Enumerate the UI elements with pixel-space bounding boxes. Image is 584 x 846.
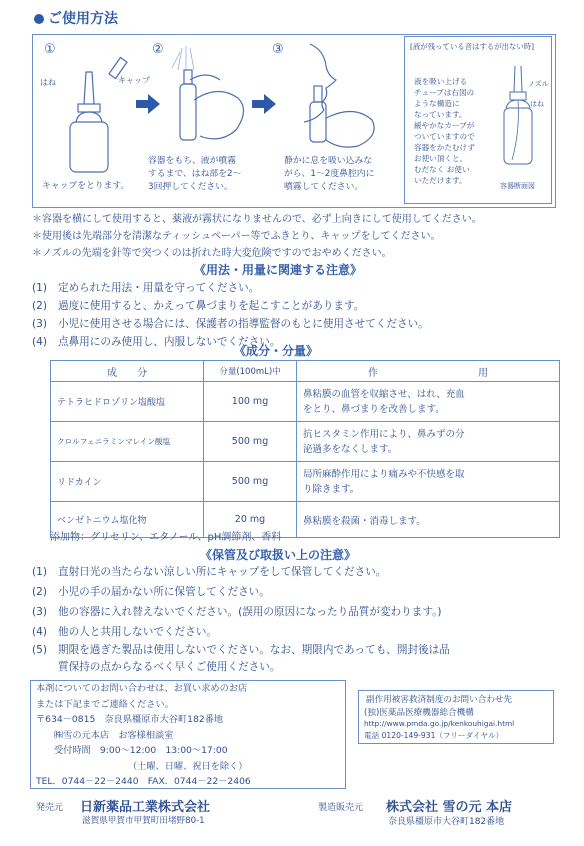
side-panel-title: [液が残っている音はするが出ない時] [410,42,535,51]
list-item: (1) 定められた用法・用量を守ってください。 [32,282,260,294]
list-item: (4) 他の人と共用しないでください。 [32,626,217,638]
side-panel-text: 液を吸い上げる チューブは右図の ような構造に なっています。 緩やかなカーブが ついていますので 容器をかたむけず お使い頂くと、 むだなく お使い いただけます。 [414,77,475,185]
relief-title: 副作用被害救済制度のお問い合わせ先 [366,695,513,705]
inquiry-text: 本剤についてのお問い合わせは、お買い求めのお店 または下記までご連絡ください。 〒634－0815 奈良県橿原市大谷町182番地 ㈱雪の元本店 お客様相談室 受付時間 9:00～12:00 13:00～17:00 （土曜、日曜、祝日を除く） TEL．0744－22－2440 FAX．0744－22－2406 [36,683,251,787]
maker-address: 奈良県橿原市大谷町182番地 [388,817,505,827]
table-header-row [51,361,560,382]
additives-text: 添加物：グリセリン、エタノール、pH調節剤、香料 [50,532,282,543]
storage-title: 《保管及び取扱い上の注意》 [200,548,357,562]
header-component: 成 分 [51,361,204,382]
seller-name: 日新薬品工業株式会社 [80,800,211,815]
seller-label: 発売元 [36,803,64,813]
header-amount: 分量(100mL)中 [204,361,297,382]
relief-url[interactable]: http://www.pmda.go.jp/kenkouhigai.html [364,719,515,728]
header-action: 作 用 [297,361,560,382]
bullet-icon [34,14,44,24]
table-row: クロルフェニラミンマレイン酸塩 500 mg 抗ヒスタミン作用により、鼻みずの分 泌過多をなくします。 [51,422,560,462]
list-item: (3) 小児に使用させる場合には、保護者の指導監督のもとに使用させてください。 [32,318,429,330]
label-nozzle: ノズル [528,80,549,88]
relief-org: (独)医薬品医療機器総合機構 [364,708,474,718]
arrow-right-icon [252,94,276,114]
step1-number: ① [44,42,56,57]
note-line: ＊ノズルの先端を針等で突つくのは折れた時大変危険ですのでおやめください。 [32,248,392,259]
step3-caption: 静かに息を吸い込みな がら、1～2度鼻腔内に 噴霧してください。 [284,156,375,192]
note-line: ＊容器を横にして使用すると、薬液が霧状になりませんので、必ず上向きにして使用してください。 [32,214,482,225]
list-item-continuation: 質保持の点からなるべく早くご使用ください。 [58,661,281,673]
seller-address: 滋賀県甲賀市甲賀町田堵野80-1 [82,816,205,826]
face-inhaling-spray-icon [280,40,390,155]
hand-pressing-spray-icon [160,40,260,150]
ingredients-table [50,360,560,538]
maker-label: 製造販売元 [318,803,364,813]
label-spring-side: はね [530,100,544,108]
note-line: ＊使用後は先端部分を清潔なティッシュペーパー等でふきとり、キャップをしてください。 [32,231,441,242]
list-item: (4) 点鼻用にのみ使用し、内服しないでください。 [32,336,281,348]
maker-name: 株式会社 雪の元 本店 [386,800,513,815]
section-title-usage: ご使用方法 [34,8,118,28]
step3-number: ③ [272,42,284,57]
ingredients-title: 《成分・分量》 [234,344,319,358]
list-item: (2) 過度に使用すると、かえって鼻づまりを起こすことがあります。 [32,300,365,312]
list-item: (1) 直射日光の当たらない涼しい所にキャップをして保管してください。 [32,566,387,578]
label-diagram: 容器断面図 [500,182,535,190]
list-item: (2) 小児の手の届かない所に保管してください。 [32,586,270,598]
step2-caption: 容器をもち、液が噴霧 するまで、はね部を2～ 3回押してください。 [148,156,242,192]
arrow-right-icon [136,94,160,114]
list-item: (3) 他の容器に入れ替えないでください。(誤用の原因になったり品質が変わります。) [32,606,442,618]
table-row: リドカイン 500 mg 局所麻酔作用により痛みや不快感を取 り除きます。 [51,462,560,502]
step1-caption: キャップをとります。 [42,181,130,191]
nasal-spray-bottle-icon [48,50,143,175]
list-item: (5) 期限を過ぎた製品は使用しないでください。なお、期限内であっても、開封後は品 [32,644,450,656]
label-cap: キャップ [118,76,150,85]
table-row: ベンゼトニウム塩化物 20 mg 鼻粘膜を殺菌・消毒します。 [51,502,560,538]
table-row: テトラヒドロゾリン塩酸塩 100 mg 鼻粘膜の血管を収縮させ、はれ、充血 をとり、鼻づまりを改善します。 [51,382,560,422]
relief-phone: 電話 0120-149-931（フリーダイヤル） [364,731,504,740]
dosage-notes-title: 《用法・用量に関連する注意》 [194,263,363,277]
step2-number: ② [152,42,164,57]
label-spring: はね [40,78,56,87]
